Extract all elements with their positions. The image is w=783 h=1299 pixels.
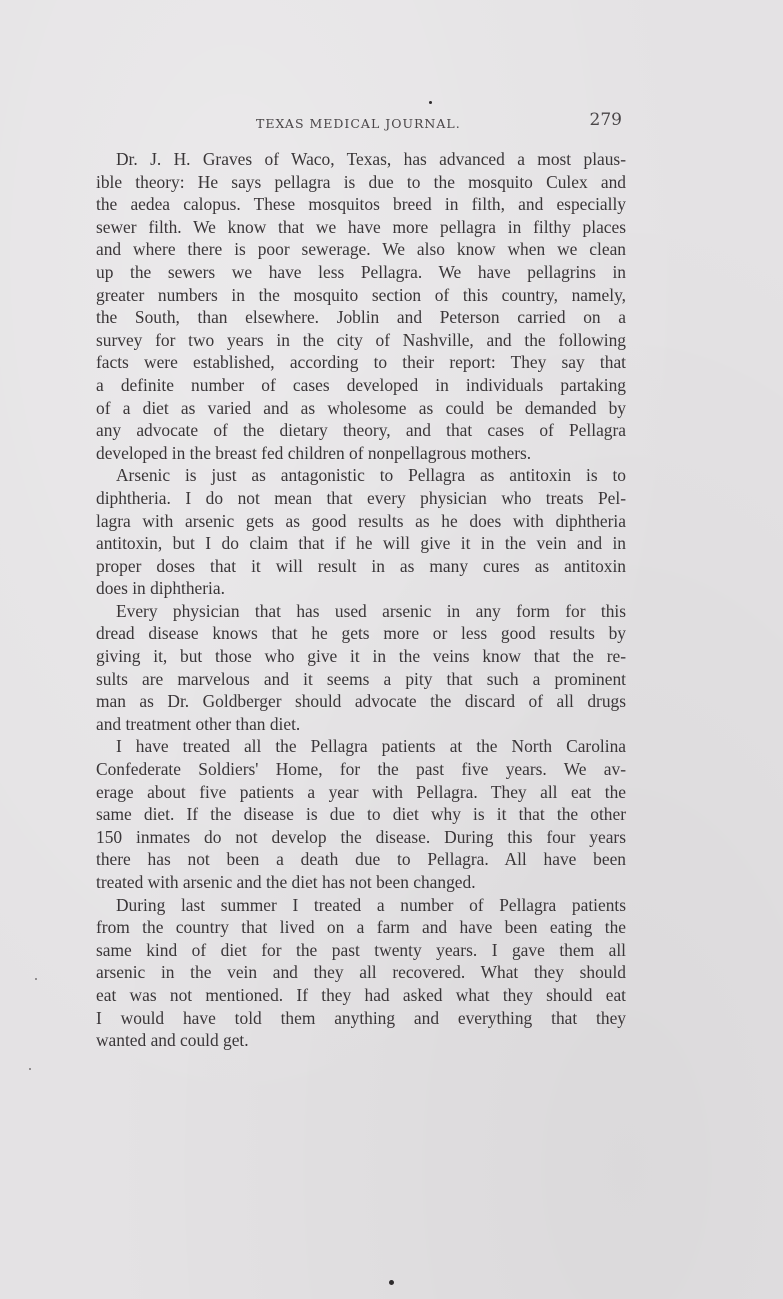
text-line: and where there is poor sewerage. We also know when we clean — [96, 239, 626, 260]
text-line: from the country that lived on a farm and have been eating the — [96, 917, 626, 938]
text-line: does in diphtheria. — [96, 578, 225, 599]
text-line: greater numbers in the mosquito section of this country, namely, — [96, 284, 626, 305]
text-line: any advocate of the dietary theory, and that cases of Pellagra — [96, 420, 626, 441]
page-number: 279 — [589, 110, 622, 130]
text-line: sults are marvelous and it seems a pity that such a prominent — [96, 668, 626, 689]
text-line: same kind of diet for the past twenty years. I gave them all — [96, 939, 626, 960]
text-line: ible theory: He says pellagra is due to the mosquito Culex and — [96, 171, 626, 192]
text-line: treated with arsenic and the diet has not been changed. — [96, 872, 476, 892]
text-line: Confederate Soldiers' Home, for the past five years. We av- — [96, 759, 626, 780]
ink-speck — [29, 1068, 31, 1070]
text-line: antitoxin, but I do claim that if he will give it in the vein and in — [96, 533, 626, 554]
text-line: survey for two years in the city of Nashville, and the following — [96, 329, 626, 350]
text-line: up the sewers we have less Pellagra. We have pellagrins in — [96, 261, 626, 282]
text-line: there has not been a death due to Pellagra. All have been — [96, 849, 626, 870]
running-title: TEXAS MEDICAL JOURNAL. — [256, 116, 461, 131]
text-line: Dr. J. H. Graves of Waco, Texas, has advanced a most plaus- — [116, 149, 626, 169]
paragraph-last-summer — [96, 894, 626, 1052]
ink-speck — [35, 978, 37, 980]
text-line: wanted and could get. — [96, 1030, 249, 1051]
ink-speck — [389, 1280, 394, 1285]
text-line: I have treated all the Pellagra patients at the North Carolina — [116, 736, 626, 757]
text-line: the aedea calopus. These mosquitos breed in filth, and especially — [96, 194, 626, 215]
text-line: developed in the breast fed children of nonpellagrous mothers. — [96, 442, 532, 463]
text-line: 150 inmates do not develop the disease. During this four years — [96, 826, 626, 847]
page-header — [96, 110, 626, 136]
text-line: diphtheria. I do not mean that every physician who treats Pel- — [96, 487, 626, 508]
text-line: facts were established, according to their report: They say that — [96, 352, 626, 373]
text-line: eat was not mentioned. If they had asked what they should eat — [96, 984, 626, 1005]
text-line: a definite number of cases developed in individuals partaking — [96, 374, 626, 395]
text-line: dread disease knows that he gets more or less good results by — [96, 623, 626, 644]
text-line: of a diet as varied and as wholesome as could be demanded by — [96, 397, 626, 418]
paragraph-soldiers-home — [96, 735, 626, 893]
text-line: giving it, but those who give it in the veins know that the re- — [96, 646, 626, 667]
text-line: lagra with arsenic gets as good results as he does with diphtheria — [96, 510, 626, 531]
text-line: Arsenic is just as antagonistic to Pellagra as antitoxin is to — [116, 465, 626, 486]
text-line: and treatment other than diet. — [96, 713, 301, 734]
paragraph-every-physician — [96, 600, 626, 736]
text-line: arsenic in the vein and they all recovered. What they should — [96, 962, 626, 983]
text-line: erage about five patients a year with Pellagra. They all eat the — [96, 781, 626, 802]
paragraph-graves-theory — [96, 148, 626, 464]
text-line: Every physician that has used arsenic in any form for this — [116, 600, 626, 621]
ink-speck — [429, 101, 432, 104]
article-body — [96, 148, 626, 1052]
text-line: sewer filth. We know that we have more pellagra in filthy places — [96, 216, 626, 237]
text-line: During last summer I treated a number of Pellagra patients — [116, 894, 626, 915]
text-line: I would have told them anything and everything that they — [96, 1007, 626, 1028]
text-line: man as Dr. Goldberger should advocate the discard of all drugs — [96, 691, 626, 712]
paragraph-arsenic-antagonistic — [96, 464, 626, 600]
text-line: the South, than elsewhere. Joblin and Peterson carried on a — [96, 307, 626, 328]
text-line: proper doses that it will result in as many cures as antitoxin — [96, 555, 626, 576]
text-line: same diet. If the disease is due to diet why is it that the other — [96, 804, 626, 825]
